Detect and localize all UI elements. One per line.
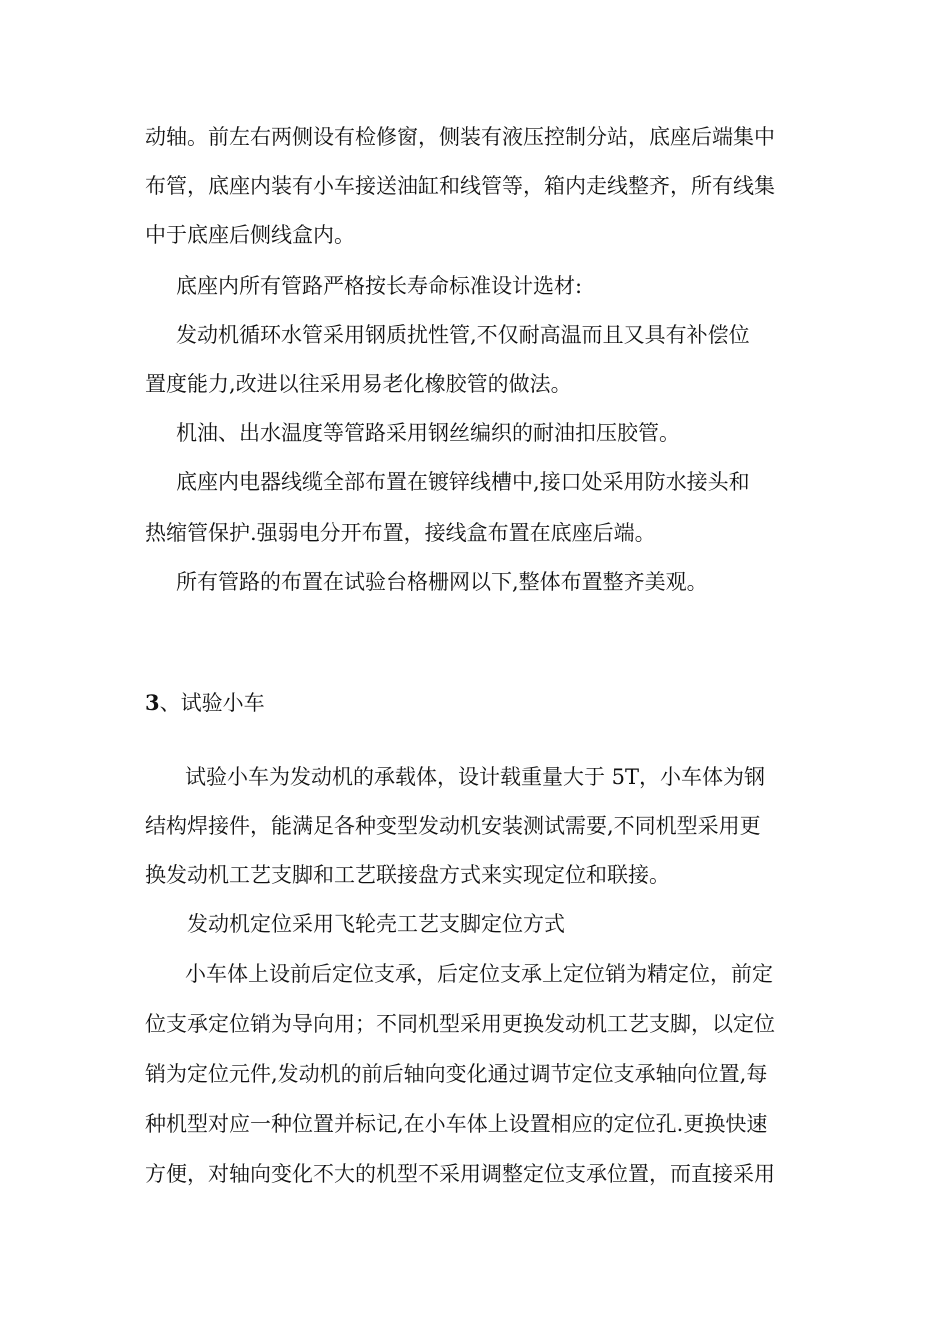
paragraph-line: 所有管路的布置在试验台格栅网以下,整体布置整齐美观。 (176, 570, 708, 594)
section-heading (145, 683, 950, 723)
paragraph-line: 布管，底座内装有小车接送油缸和线管等，箱内走线整齐，所有线集 (145, 174, 775, 198)
paragraph-line: 中于底座后侧线盒内。 (145, 223, 355, 247)
paragraph-line: 热缩管保护.强弱电分开布置，接线盒布置在底座后端。 (145, 521, 656, 545)
paragraph-line: 结构焊接件，能满足各种变型发动机安装测试需要,不同机型采用更 (145, 814, 761, 838)
paragraph-line: 换发动机工艺支脚和工艺联接盘方式来实现定位和联接。 (145, 863, 670, 887)
paragraph-line: 发动机定位采用飞轮壳工艺支脚定位方式 (187, 912, 565, 936)
paragraph-line: 方便，对轴向变化不大的机型不采用调整定位支承位置，而直接采用 (145, 1162, 775, 1186)
paragraph-line: 底座内电器线缆全部布置在镀锌线槽中,接口处采用防水接头和 (176, 470, 750, 494)
paragraph-line: 机油、出水温度等管路采用钢丝编织的耐油扣压胶管。 (176, 421, 680, 445)
paragraph-line: 置度能力,改进以往采用易老化橡胶管的做法。 (145, 372, 572, 396)
paragraph-line: 底座内所有管路严格按长寿命标准设计选材: (176, 274, 583, 298)
paragraph-line: 试验小车为发动机的承载体，设计载重量大于 5T，小车体为钢 (185, 765, 766, 789)
paragraph-line: 小车体上设前后定位支承，后定位支承上定位销为精定位，前定 (185, 962, 773, 986)
paragraph-line: 发动机循环水管采用钢质扰性管,不仅耐高温而且又具有补偿位 (176, 323, 750, 347)
section-number: 3 (145, 690, 160, 715)
paragraph-line: 销为定位元件,发动机的前后轴向变化通过调节定位支承轴向位置,每 (145, 1062, 768, 1086)
paragraph-line: 位支承定位销为导向用；不同机型采用更换发动机工艺支脚，以定位 (145, 1012, 775, 1036)
section-title: 、试验小车 (159, 691, 265, 715)
paragraph-line: 种机型对应一种位置并标记,在小车体上设置相应的定位孔.更换快速 (145, 1112, 768, 1136)
paragraph-line: 动轴。前左右两侧设有检修窗，侧装有液压控制分站，底座后端集中 (145, 125, 775, 149)
